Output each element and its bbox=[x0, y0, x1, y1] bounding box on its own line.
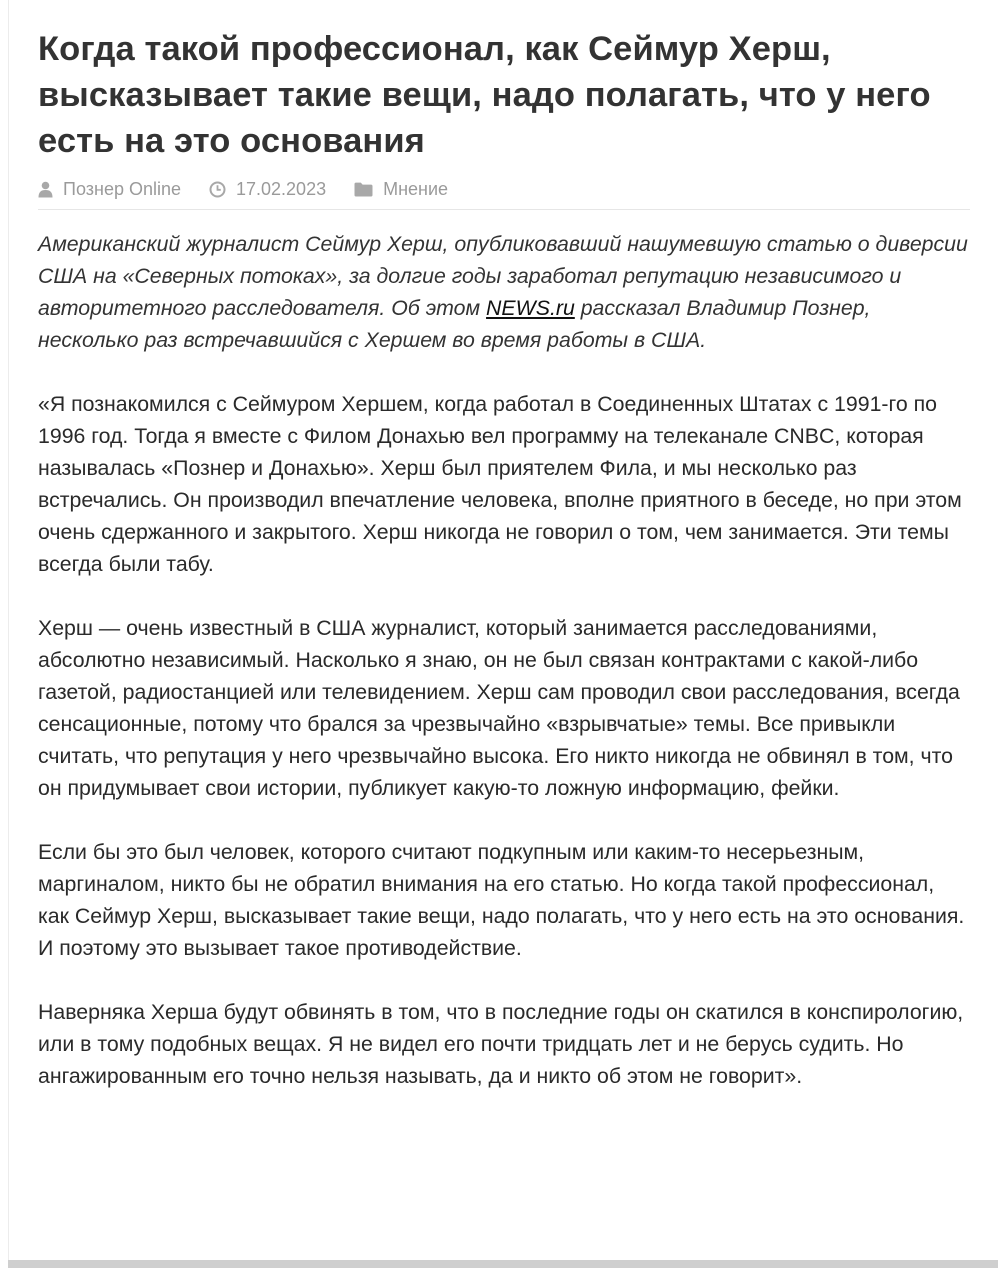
publish-date: 17.02.2023 bbox=[236, 179, 327, 199]
bottom-scroll-bar bbox=[8, 1260, 998, 1268]
meta-date bbox=[209, 178, 326, 200]
folder-icon bbox=[354, 182, 373, 197]
body-paragraph-1: «Я познакомился с Сеймуром Хершем, когда работал в Соединенных Штатах с 1991-го по 1996 год. Тогда я вместе с Филом Донахью вел программу на телеканале CNBC, которая называлась «Познер и Донахью». Херш был приятелем Фила, и мы несколько раз встречались. Он производил впечатление человека, вполне приятного в беседе, но при этом очень сдержанного и закрытого. Херш никогда не говорил о том, чем занимается. Эти темы всегда были табу. bbox=[38, 392, 962, 576]
user-icon bbox=[38, 181, 53, 198]
meta-author bbox=[38, 178, 181, 200]
article-meta bbox=[38, 178, 970, 210]
body-paragraph-3: Если бы это был человек, которого считают подкупным или каким-то несерьезным, маргиналом, никто бы не обратил внимания на его статью. Но когда такой профессионал, как Сеймур Херш, высказывает такие вещи, надо полагать, что у него есть на это основания. И поэтому это вызывает такое противодействие. bbox=[38, 840, 965, 960]
lead-text-start: Американский журналист Сеймур Херш, опубликовавший нашумевшую статью о диверсии США на «Северных потоках», за долгие годы заработал репутацию независимого и авторитетного расследователя. Об этом bbox=[38, 232, 968, 320]
article-title: Когда такой профессионал, как Сеймур Херш, высказывает такие вещи, надо полагать, что у него есть на это основания bbox=[38, 30, 931, 160]
category-link[interactable]: Мнение bbox=[383, 179, 449, 199]
meta-category bbox=[354, 178, 448, 200]
body-paragraph-2: Херш — очень известный в США журналист, который занимается расследованиями, абсолютно независимый. Насколько я знаю, он не был связан контрактами с какой-либо газетой, радиостанцией или телевидением. Херш сам проводил свои расследования, всегда сенсационные, потому что брался за чрезвычайно «взрывчатые» темы. Все привыкли считать, что репутация у него чрезвычайно высока. Его никто никогда не обвинял в том, что он придумывает свои истории, публикует какую-то ложную информацию, фейки. bbox=[38, 616, 960, 800]
clock-icon bbox=[209, 181, 226, 198]
source-link[interactable]: NEWS.ru bbox=[486, 296, 575, 320]
author-link[interactable]: Познер Online bbox=[63, 179, 181, 199]
article-lead bbox=[38, 228, 970, 356]
article bbox=[38, 26, 970, 1092]
body-paragraph-4: Наверняка Херша будут обвинять в том, что в последние годы он скатился в конспирологию, или в тому подобных вещах. Я не видел его почти тридцать лет и не берусь судить. Но ангажированным его точно нельзя называть, да и никто об этом не говорит». bbox=[38, 1000, 964, 1088]
lead-text-end: рассказал Владимир Познер, несколько раз встречавшийся с Хершем во время работы в США. bbox=[38, 296, 871, 352]
